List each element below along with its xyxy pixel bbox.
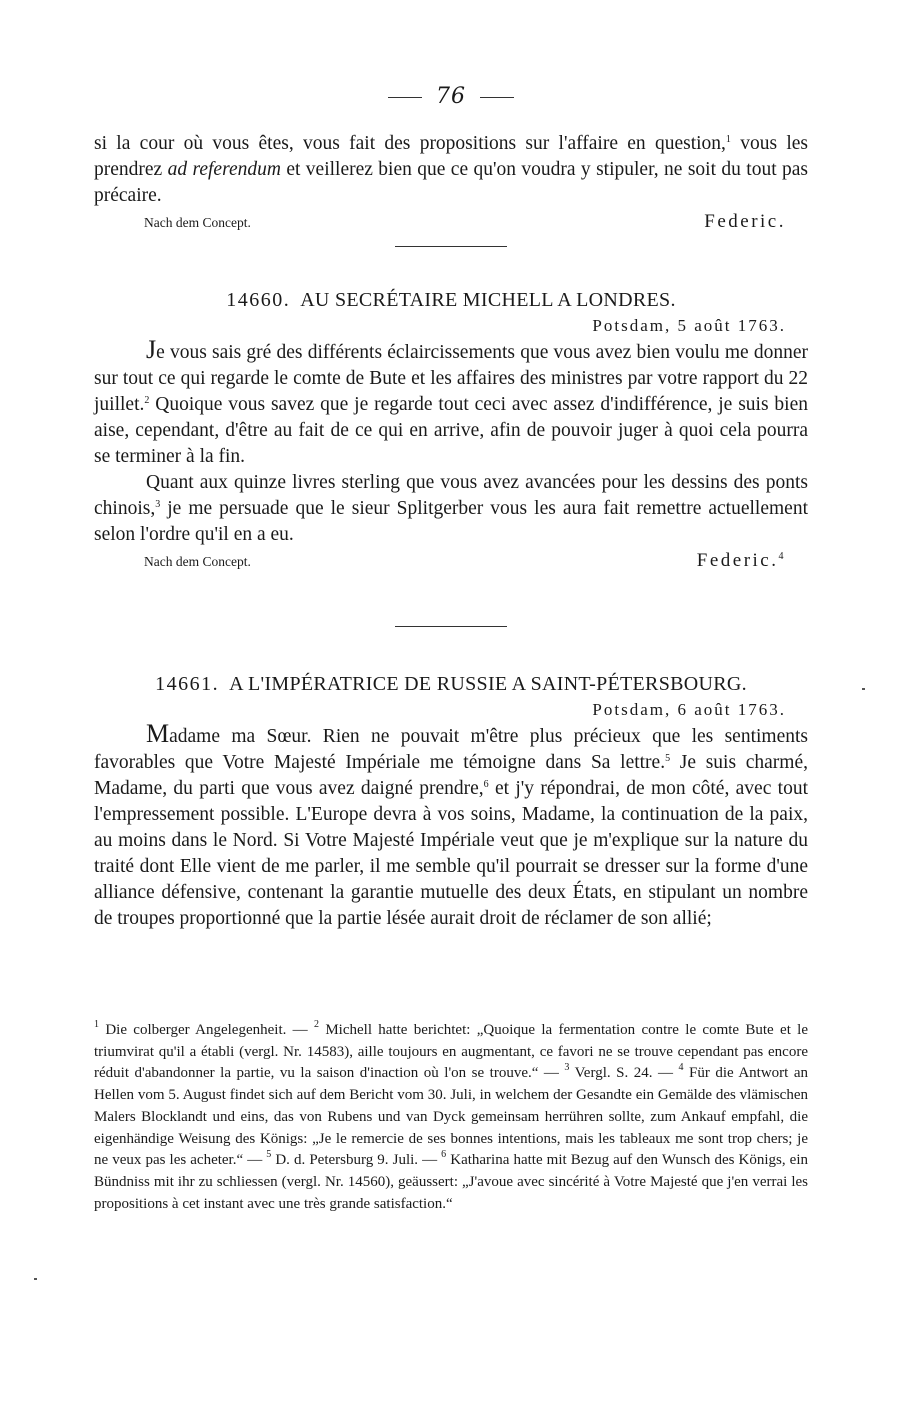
- letter-number: 14661.: [155, 673, 220, 695]
- source-note: Nach dem Concept.: [144, 554, 251, 569]
- letter-recipient: A L'IMPÉRATRICE DE RUSSIE A SAINT-PÉTERSBOURG.: [229, 673, 747, 695]
- letter-heading: [94, 673, 808, 696]
- closing-row: [94, 550, 808, 572]
- signature: Federic.$^4$: [696, 550, 786, 571]
- letter-paragraph: Je vous sais gré des différents éclaircissements que vous avez bien voulu me donner sur tout ce qui regarde le comte de Bute et les affaires des ministres par votre rapport du 22 juillet.$^2$ Quoique vous savez que je regarde tout ceci avec assez d'indifférence, je suis bien aise, cependant, d'être au fait de ce qui en arrive, afin de pouvoir juger à quoi cela pourra se terminer à la fin.: [94, 335, 808, 467]
- letter-14660: [94, 289, 808, 572]
- page-number-dash-left: [388, 97, 422, 98]
- footnote-number: 5: [266, 1149, 272, 1161]
- footnote-ref-2: 2: [144, 395, 150, 406]
- letter-paragraph: Madame ma Sœur. Rien ne pouvait m'être plus précieux que les sentiments favorables que Votre Majesté Impériale me témoigne dans Sa lettre.$^5$ Je suis charmé, Madame, du parti que vous avez daigné prendre,$^6$ et j'y répondrai, de mon côté, avec tout l'empressement possible. L'Europe devra à vos soins, Madame, la continuation de la paix, au moins dans le Nord. Si Votre Majesté Impériale veut que je m'explique sur la nature du traité dont Elle vient de me parler, il me semble qu'il pourrait se dresser sur la forme d'une alliance défensive, contenant la garantie mutuelle des deux États, en stipulant un nombre de troupes proportionné que la partie lésée aurait droit de réclamer de son allié;: [94, 719, 808, 929]
- continuation-paragraph: si la cour où vous êtes, vous fait des propositions sur l'affaire en question,$^1$ vous les prendrez ad referendum et veillerez bien que ce qu'on voudra y stipuler, ne soit du tout pas précaire.: [94, 133, 809, 206]
- initial-letter: M: [146, 719, 170, 748]
- divider-1: [94, 246, 808, 247]
- footnote-number: 1: [94, 1019, 99, 1030]
- signature: Federic.: [704, 211, 786, 232]
- footnote-ref-3: 3: [155, 499, 161, 510]
- footnote-number: 6: [441, 1149, 447, 1161]
- print-speck: [862, 688, 865, 690]
- letter-number: 14660.: [226, 289, 291, 311]
- footnote-ref-5: 5: [665, 753, 671, 764]
- place-date: Potsdam, 5 août 1763.: [592, 316, 786, 335]
- footnote-number: 2: [314, 1019, 320, 1030]
- footnote-ref-1: 1: [725, 134, 731, 145]
- letter-heading: [94, 289, 808, 312]
- letter-14661: [94, 673, 808, 932]
- page-number: 76: [94, 84, 808, 109]
- divider-2: [94, 626, 808, 627]
- footnote-number: 4: [678, 1062, 684, 1074]
- continuation-block: [94, 131, 808, 233]
- initial-letter: J: [146, 335, 157, 364]
- print-speck: [34, 1278, 37, 1280]
- footnote-ref-4: 4: [778, 551, 786, 562]
- footnote-number: 3: [564, 1062, 570, 1074]
- closing-row: [94, 211, 808, 233]
- letter-paragraph: Quant aux quinze livres sterling que vous avez avancées pour les dessins des ponts chinois,$^3$ je me persuade que le sieur Splitgerber vous les aura fait remettre actuellement selon l'ordre qu'il en a eu.: [94, 472, 808, 545]
- footnote-ref-6: 6: [483, 779, 489, 790]
- footnotes: [94, 1020, 808, 1215]
- place-date: Potsdam, 6 août 1763.: [592, 700, 786, 719]
- italic-term: ad referendum: [167, 159, 281, 180]
- source-note: Nach dem Concept.: [144, 215, 251, 230]
- letter-recipient: AU SECRÉTAIRE MICHELL A LONDRES.: [300, 289, 676, 311]
- page-number-dash-right: [480, 97, 514, 98]
- footnote-text: $^1$ Die colberger Angelegenheit. — $^2$ Michell hatte berichtet: „Quoique la fermentation contre le comte Bute et le triumvirat qu'il a établi (vergl. Nr. 14583), aille toujours en augmentant, ce favori ne se trouve cependant pas encore réduit d'abandonner la partie, vu la saison d'inaction où l'on se trouve.“ — $^3$ Vergl. S. 24. — $^4$ Für die Antwort an Hellen vom 5. August findet sich auf dem Bericht vom 30. Juli, in welchem der Gesandte ein Gemälde des vlämischen Malers Blocklandt und eins, das von Rubens und van Dyck gemeinsam herrühren sollte, zum Ankauf empfahl, die eigenhändige Weisung des Königs: „Je le remercie de ses bonnes intentions, mais les tableaux me sont trop chers; je ne veux pas les acheter.“ — $^5$ D. d. Petersburg 9. Juli. — $^6$ Katharina hatte mit Bezug auf den Wunsch des Königs, ein Bündniss mit ihr zu schliessen (vergl. Nr. 14560), geäussert: „J'avoue avec sincérité à Votre Majesté que j'en verrai les propositions à cet instant avec une très grande satisfaction.“: [94, 1019, 809, 1212]
